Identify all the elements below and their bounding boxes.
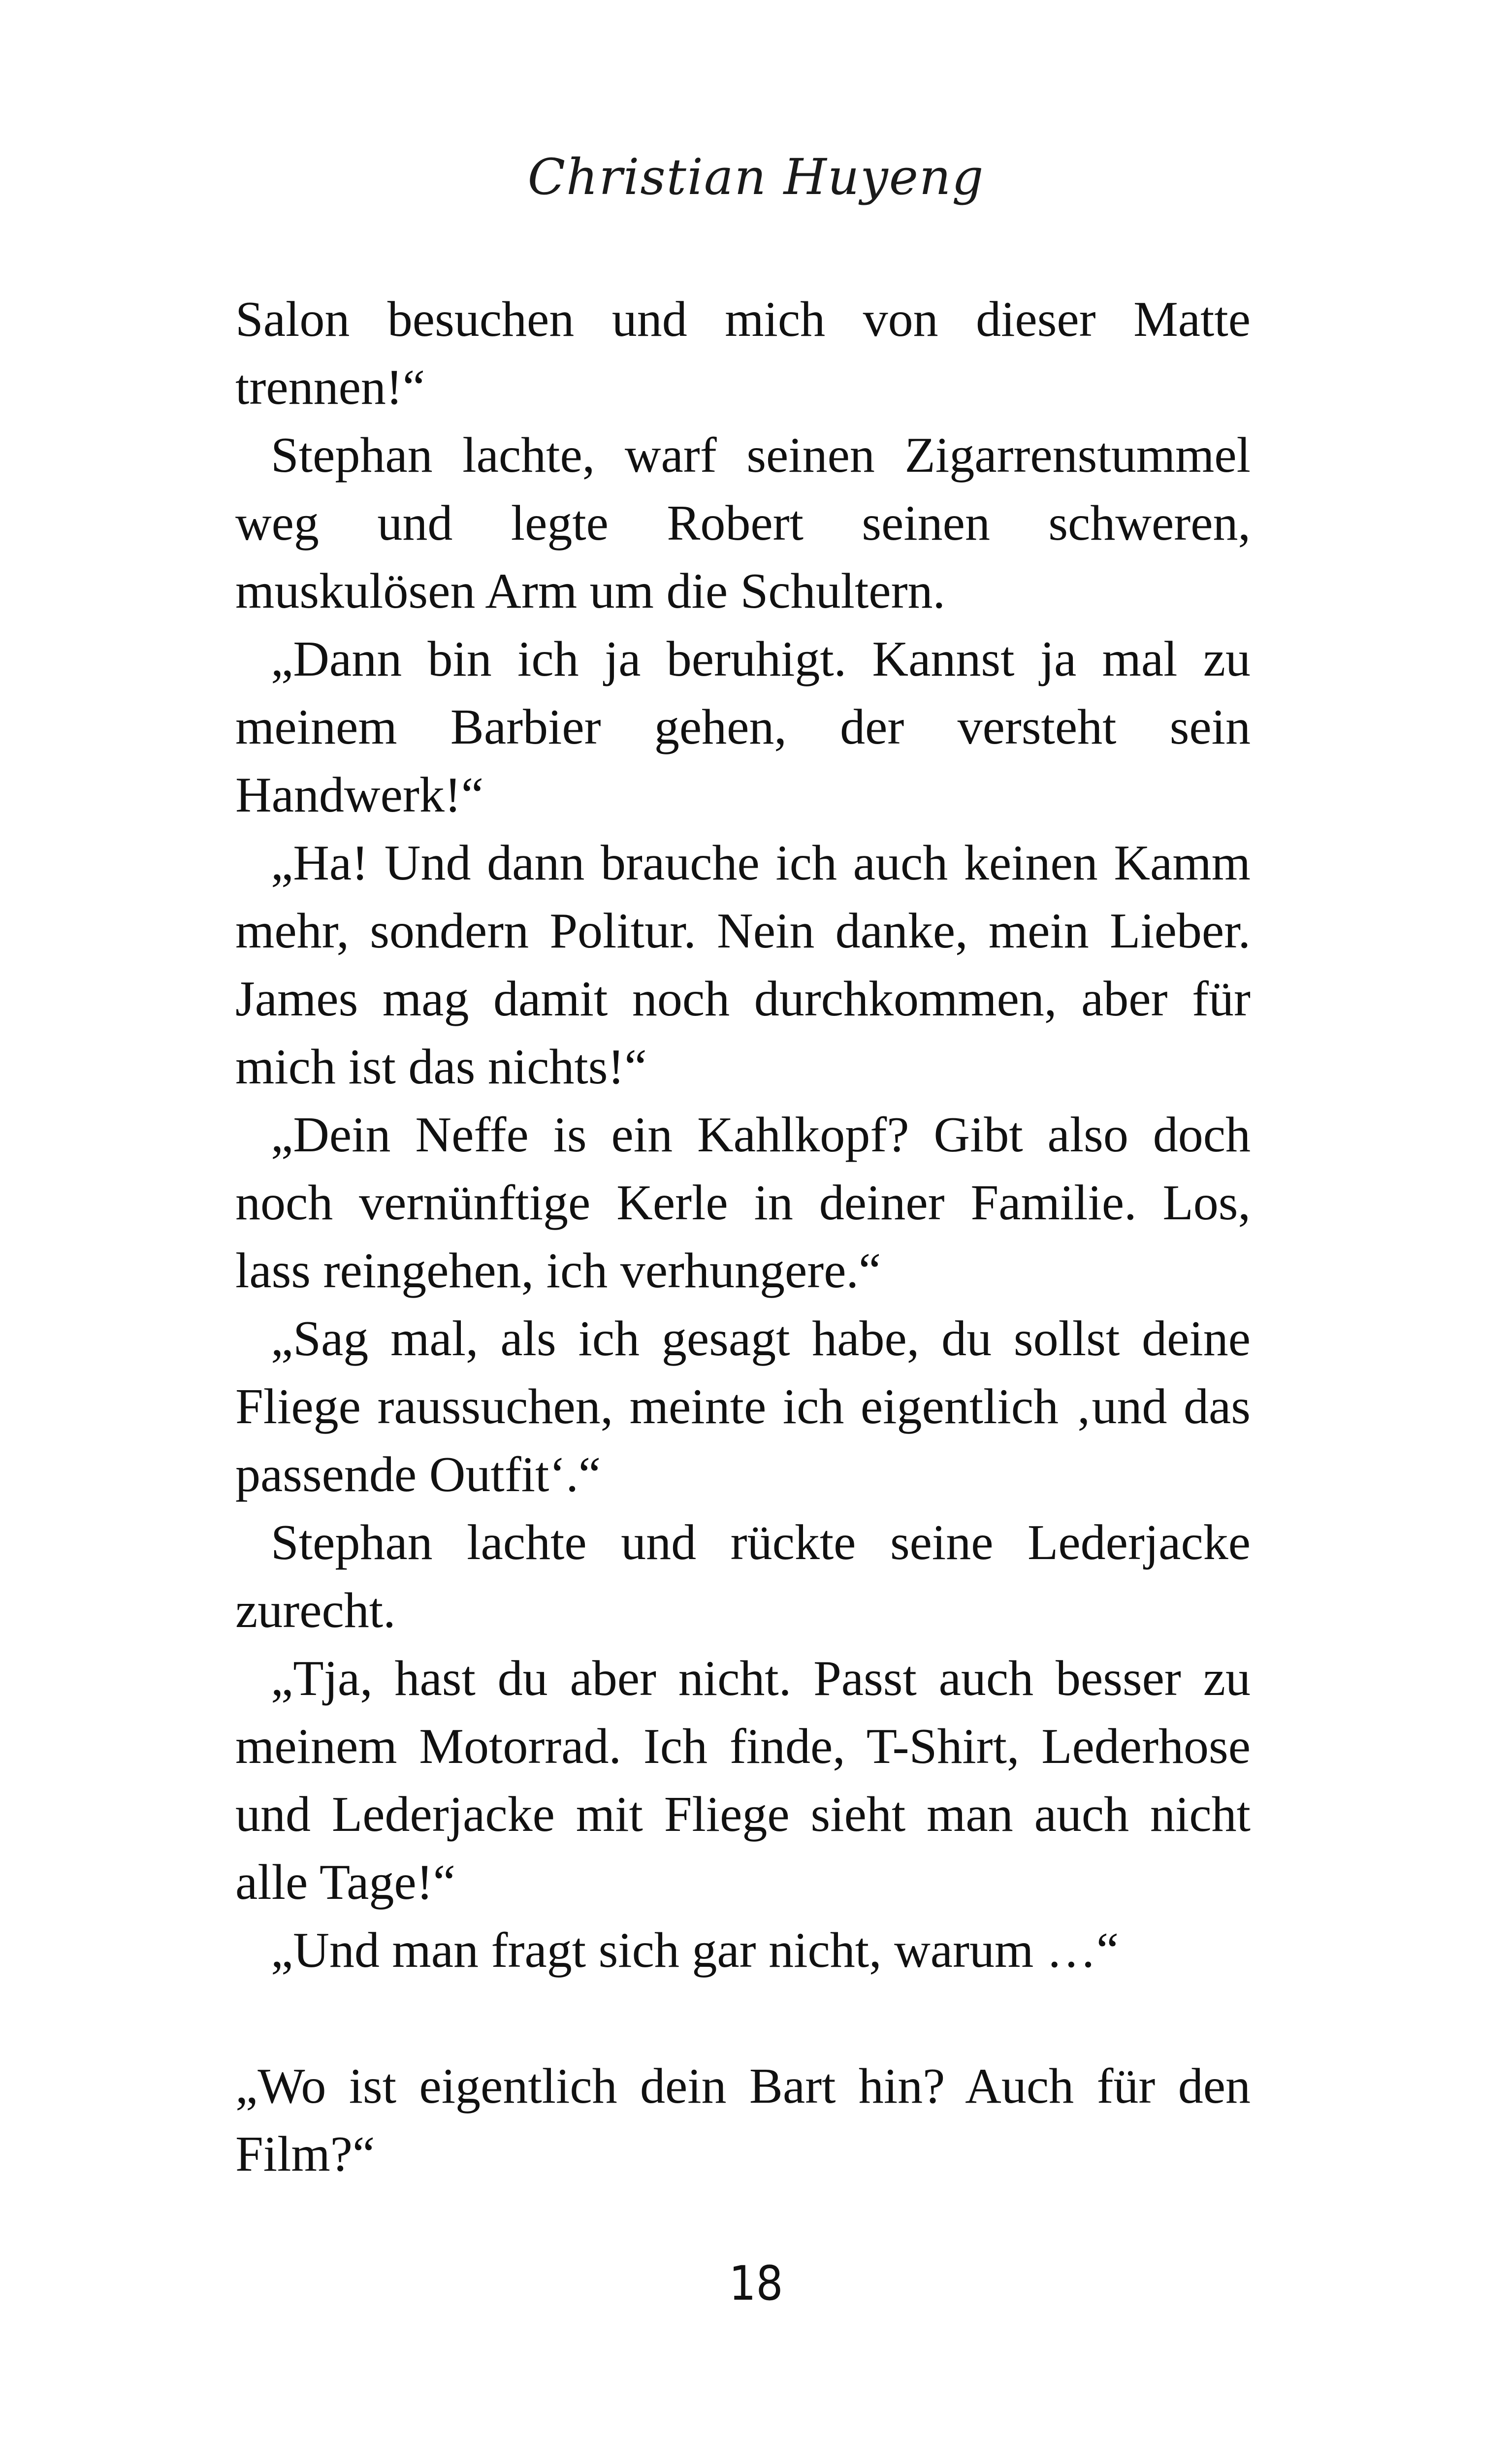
author-signature: Christian Huyeng	[527, 148, 985, 206]
paragraph-5: „Dein Neffe is ein Kahlkopf? Gibt also doch noch vernünftige Kerle in deiner Familie. Los, lass reingehen, ich verhungere.“	[235, 1107, 1251, 1299]
paragraph-9: „Und man fragt sich gar nicht, warum …“	[271, 1922, 1119, 1978]
paragraph-1: Salon besuchen und mich von dieser Matte trennen!“	[235, 292, 1251, 415]
paragraph-2: Stephan lachte, warf seinen Zigarrenstummel weg und legte Robert seinen schweren, muskulösen Arm um die Schultern.	[235, 427, 1251, 619]
page-number: 18	[729, 2256, 783, 2311]
paragraph-8: „Tja, hast du aber nicht. Passt auch besser zu meinem Motorrad. Ich finde, T-Shirt, Lederhose und Lederjacke mit Fliege sieht man auch nicht alle Tage!“	[235, 1651, 1251, 1910]
paragraph-10: „Wo ist eigentlich dein Bart hin? Auch für den Film?“	[235, 2058, 1251, 2182]
paragraph-3: „Dann bin ich ja beruhigt. Kannst ja mal zu meinem Barbier gehen, der versteht sein Handwerk!“	[235, 631, 1251, 823]
body-text	[235, 286, 1251, 2188]
paragraph-4: „Ha! Und dann brauche ich auch keinen Kamm mehr, sondern Politur. Nein danke, mein Lieber. James mag damit noch durchkommen, aber für mich ist das nichts!“	[235, 835, 1251, 1095]
paragraph-6: „Sag mal, als ich gesagt habe, du sollst deine Fliege raussuchen, meinte ich eigentlich ‚und das passende Outfit‘.“	[235, 1311, 1251, 1502]
running-header	[0, 148, 1512, 207]
paragraph-7: Stephan lachte und rückte seine Lederjacke zurecht.	[235, 1515, 1251, 1638]
